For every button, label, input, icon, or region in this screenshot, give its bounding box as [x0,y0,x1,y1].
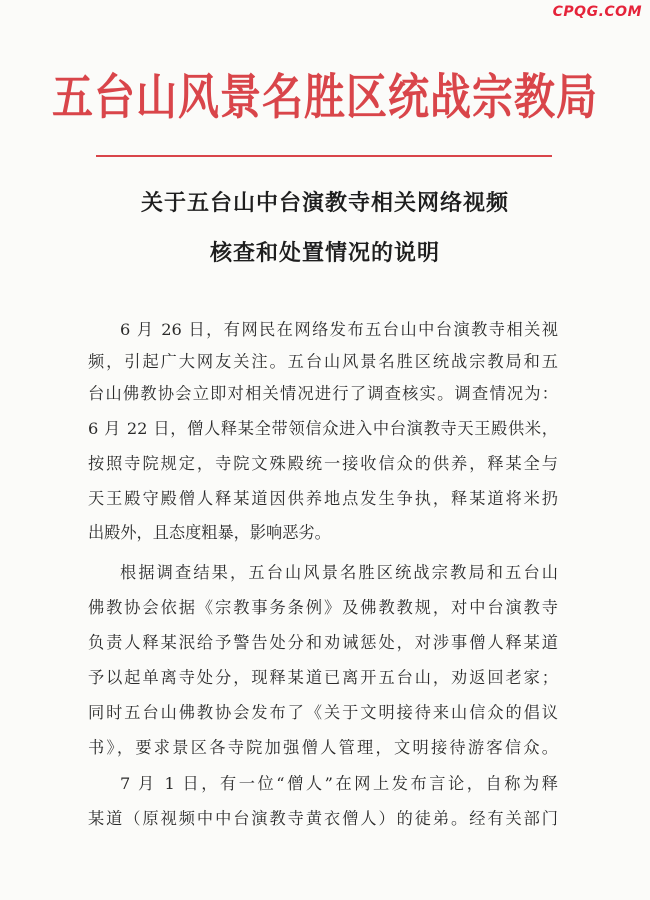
body-line: 负责人释某泯给予警告处分和劝诫惩处，对涉事僧人释某道 [88,633,558,652]
body-line: 6 月 22 日，僧人释某全带领信众进入中台演教寺天王殿供米， [88,419,558,438]
header-divider [96,155,552,157]
body-line: 出殿外，且态度粗暴，影响恶劣。 [88,523,331,542]
document-title-line-2: 核查和处置情况的说明 [209,240,440,266]
org-header-title: 五台山风景名胜区统战宗教局 [52,68,598,126]
body-line: 根据调查结果，五台山风景名胜区统战宗教局和五台山 [120,563,558,582]
body-line: 7 月 1 日，有一位“僧人”在网上发布言论，自称为释 [120,774,558,793]
body-line: 佛教协会依据《宗教事务条例》及佛教教规，对中台演教寺 [88,598,558,617]
body-line: 台山佛教协会立即对相关情况进行了调查核实。调查情况为： [88,384,558,403]
body-line: 6 月 26 日，有网民在网络发布五台山中台演教寺相关视 [120,320,558,339]
document-title-line-1: 关于五台山中台演教寺相关网络视频 [140,190,509,216]
body-line: 予以起单离寺处分，现释某道已离开五台山，劝返回老家； [88,668,558,687]
watermark: CPQG.COM [552,4,642,20]
body-line: 同时五台山佛教协会发布了《关于文明接待来山信众的倡议 [88,703,558,722]
body-line: 某道（原视频中中台演教寺黄衣僧人）的徒弟。经有关部门 [88,809,558,828]
body-line: 按照寺院规定，寺院文殊殿统一接收信众的供养，释某全与 [88,454,558,473]
body-line: 书》，要求景区各寺院加强僧人管理，文明接待游客信众。 [88,738,558,757]
body-line: 天王殿守殿僧人释某道因供养地点发生争执，释某道将米扔 [88,489,558,508]
body-line: 频，引起广大网友关注。五台山风景名胜区统战宗教局和五 [88,352,558,371]
